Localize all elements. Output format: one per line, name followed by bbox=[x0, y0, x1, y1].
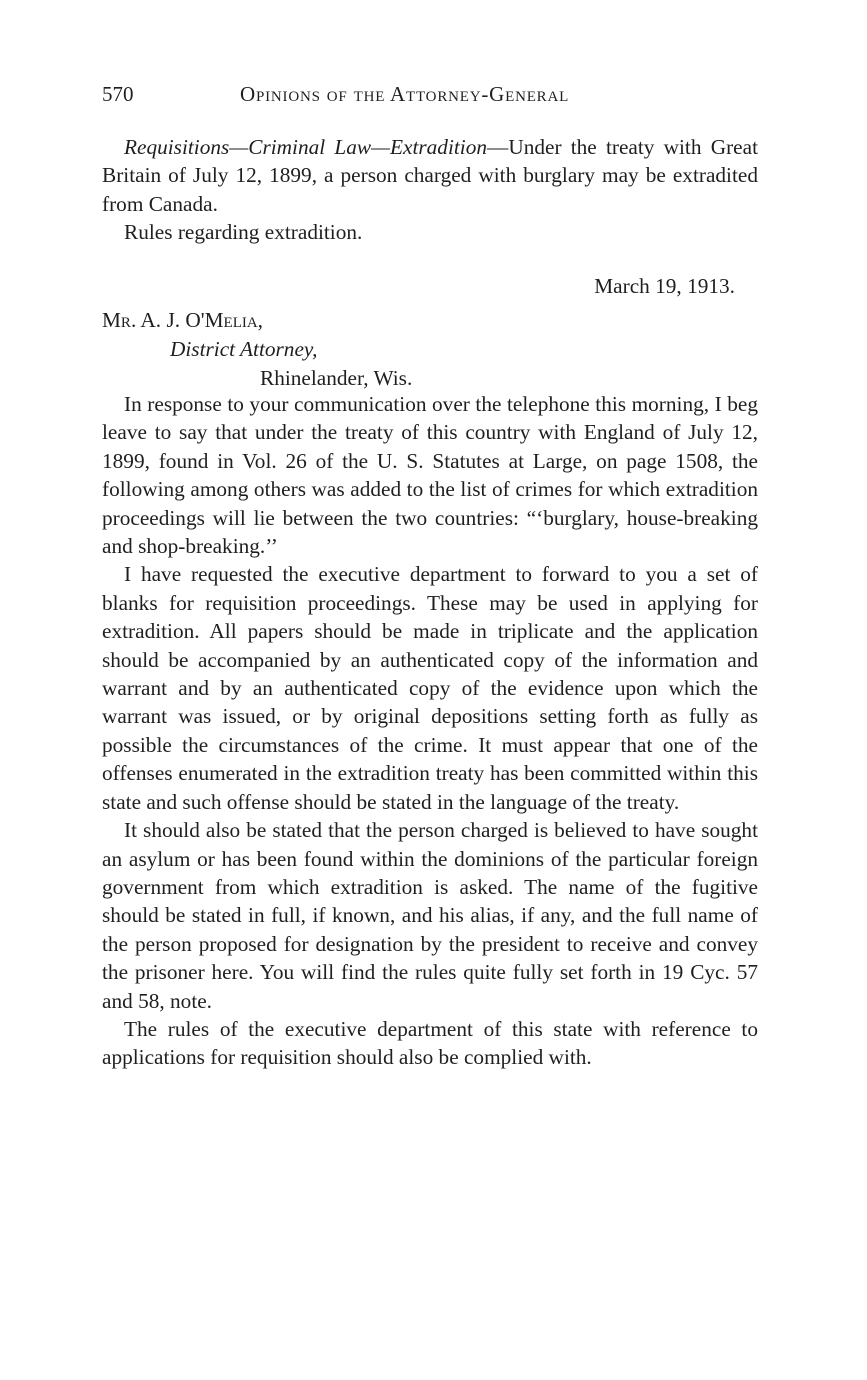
body-paragraph: The rules of the executive department of this state with reference to applications for requisition should also be complied with. bbox=[102, 1016, 758, 1070]
body-paragraph: It should also be stated that the person charged is believed to have sought an asylum or has been found within the dominions of the particular foreign government from which extradition is asked. The name of the fugitive should be stated in full, if known, and his alias, if any, and the full name of the person proposed for designation by the president to receive and convey the prisoner here. You will find the rules quite fully set forth in 19 Cyc. 57 and 58, note. bbox=[102, 818, 758, 1013]
addressee-name: Mr. A. J. O'Melia, bbox=[102, 308, 264, 332]
body-paragraph: In response to your communication over the telephone this morning, I beg leave to say that under the treaty of this country with England of July 12, 1899, found in Vol. 26 of the U. S. Statutes at Large, on page 1508, the following among others was added to the list of crimes for which extradition proceedings will lie between the two countries: “‘burglary, house-breaking and shop-breaking.’’ bbox=[102, 392, 758, 559]
addressee-block bbox=[102, 306, 412, 393]
letter-body bbox=[102, 390, 758, 1072]
addressee-title: District Attorney, bbox=[170, 337, 318, 361]
running-head: Opinions of the Attorney-General bbox=[240, 82, 570, 106]
addressee-place: Rhinelander, Wis. bbox=[260, 366, 413, 390]
page-header bbox=[102, 82, 762, 112]
headnote bbox=[102, 133, 758, 247]
body-paragraph: I have requested the executive department to forward to you a set of blanks for requisition proceedings. These may be used in applying for extradition. All papers should be made in triplicate and the application should be accompanied by an authenticated copy of the information and warrant and by an authenticated copy of the evidence upon which the warrant was issued, or by original depositions setting forth as fully as possible the circumstances of the crime. It must appear that one of the offenses enumerated in the extradition treaty has been committed within this state and such offense should be stated in the language of the treaty. bbox=[102, 562, 758, 814]
headnote-summary: —Under the treaty with Great Britain of July 12, 1899, a person charged with burglary may be extradited from Canada. bbox=[102, 135, 758, 216]
letter-date: March 19, 1913. bbox=[594, 274, 735, 298]
headnote-rules-line: Rules regarding extradition. bbox=[124, 220, 363, 245]
headnote-paragraph bbox=[102, 133, 758, 218]
page-number: 570 bbox=[102, 82, 134, 106]
headnote-headings: Requisitions—Criminal Law—Extradition bbox=[124, 135, 488, 159]
